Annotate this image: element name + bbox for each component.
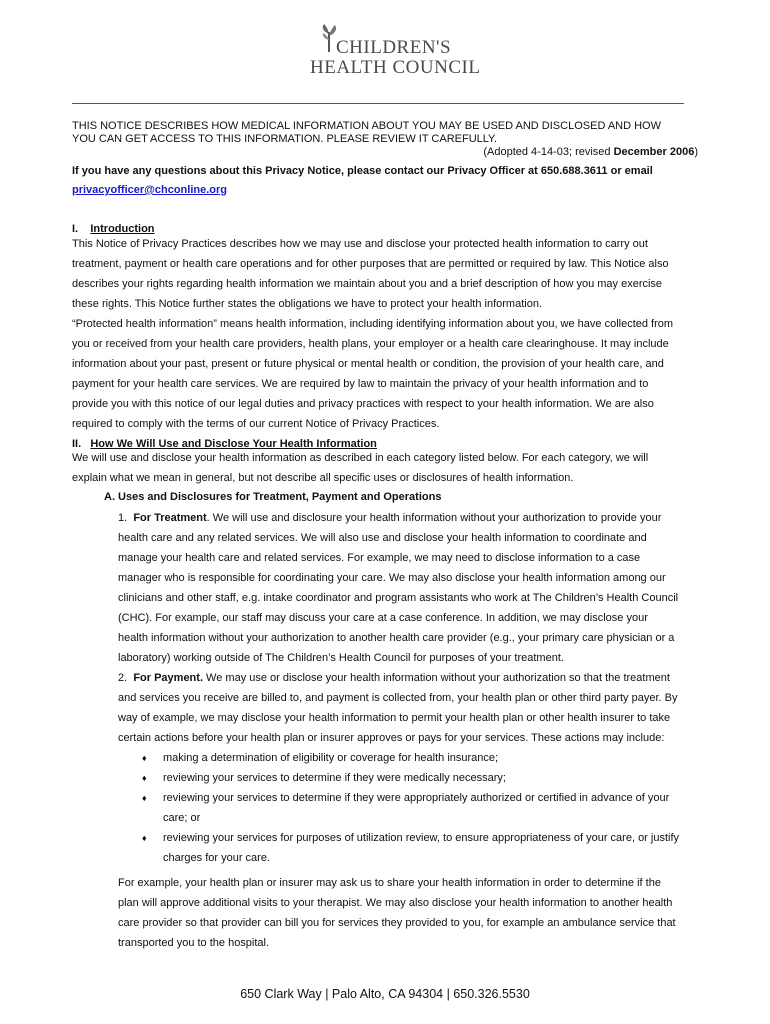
subsection-a-heading: A. Uses and Disclosures for Treatment, Payment and Operations [104,491,442,503]
intro-line-3: describes your rights regarding health information we maintain about you and a brief description of how you may exercise [72,278,663,290]
section2-line-2: explain what we mean in general, but not describe all specific uses or disclosures of health information. [72,472,574,484]
treatment-line-6: health information without your authorization to another health care provider (e.g., your primary care physician or a [118,632,675,644]
chc-logo [306,22,481,80]
bullet-item-3: care; or [163,812,201,824]
adopted-revised: December 2006 [613,146,695,158]
notice-line-2: YOU CAN GET ACCESS TO THIS INFORMATION. PLEASE REVIEW IT CAREFULLY. [72,133,498,145]
closing-line-3: care provider so that provider can bill you for services they provided to you, for example an ambulance service that [118,917,676,929]
privacy-email-link[interactable]: privacyofficer@chconline.org [72,184,227,196]
closing-line-4: transported you to the hospital. [118,937,270,949]
treatment-line-3: manager who is responsible for coordinating your care. We may also disclose your health information among our [118,572,666,584]
closing-line-1: For example, your health plan or insurer may ask us to share your health information in order to determine if the [118,877,661,889]
bullet-item-1: making a determination of eligibility or coverage for health insurance; [163,752,499,764]
section2-line-1: We will use and disclose your health information as described in each category listed below. For each category, we will [72,452,649,464]
intro-line-1: This Notice of Privacy Practices describes how we may use and disclose your protected health information to carry out [72,238,648,250]
treatment-first-line [118,511,661,525]
header-divider [72,103,684,104]
bullet-item-4: reviewing your services for purposes of utilization review, to ensure appropriateness of your care, or justify [163,832,680,844]
section2-heading [72,437,377,451]
section1-heading [72,222,155,236]
treatment-line-1: health care and any related services. We will also use and disclose your health information to coordinate and [118,532,647,544]
bullet-item-3: reviewing your services to determine if they were appropriately authorized or certified in advance of your [163,792,670,804]
payment-line-3: certain actions before your health plan or insurer approves or pays for your services. These actions may include: [118,732,665,744]
treatment-number: 1. [118,512,128,524]
adopted-suffix: ) [694,146,698,158]
intro-line-9: provide you with this notice of our legal duties and privacy practices with respect to your health information. We are also [72,398,654,410]
diamond-bullet-icon: ♦ [142,773,147,783]
notice-line-1: THIS NOTICE DESCRIBES HOW MEDICAL INFORMATION ABOUT YOU MAY BE USED AND DISCLOSED AND HOW [72,120,661,132]
treatment-line-4: clinicians and other staff, e.g. intake coordinator and program assistants who work at The Children’s Health Council [118,592,679,604]
treatment-line-2: manage your health care and related services. For example, we may need to disclose information to a case [118,552,641,564]
payment-line-2: way of example, we may disclose your health information to permit your health plan or other health insurer to take [118,712,671,724]
payment-line-1: and services you receive are billed to, and payment is collected from, your health plan or other third party payer. By [118,692,678,704]
payment-title: For Payment. [133,672,203,684]
treatment-title: For Treatment [133,512,207,524]
intro-line-4: these rights. This Notice further states the obligations we have to protect your health information. [72,298,542,310]
diamond-bullet-icon: ♦ [142,753,147,763]
intro-line-10: required to comply with the terms of our current Notice of Privacy Practices. [72,418,440,430]
footer-address: 650 Clark Way | Palo Alto, CA 94304 | 650.326.5530 [240,987,530,1001]
bullet-item-2: reviewing your services to determine if they were medically necessary; [163,772,506,784]
closing-line-2: plan will approve additional visits to your therapist. We may also disclose your health information to another health [118,897,673,909]
section1-number: I. [72,223,79,235]
intro-line-5: “Protected health information” means health information, including identifying information about you, we have collected from [72,318,674,330]
intro-line-2: treatment, payment or health care operations and for other purposes that are permitted or required by law. This Notice also [72,258,669,270]
intro-line-8: payment for your health care services. We are required by law to maintain the privacy of your health information and to [72,378,649,390]
diamond-bullet-icon: ♦ [142,793,147,803]
section2-number: II. [72,438,82,450]
section1-title: Introduction [90,223,155,235]
logo-line2: HEALTH COUNCIL [310,57,481,78]
intro-line-6: you or received from your health care providers, health plans, your employer or a health care clearinghouse. It may include [72,338,669,350]
logo-line1: CHILDREN'S [336,37,452,58]
treatment-line-5: (CHC). For example, our staff may discuss your care at a case conference. In addition, we may disclose your [118,612,648,624]
contact-line: If you have any questions about this Privacy Notice, please contact our Privacy Officer at 650.688.3611 or email [72,165,653,177]
email-line [72,183,227,197]
section2-title: How We Will Use and Disclose Your Health Information [90,438,377,450]
bullet-item-4: charges for your care. [163,852,270,864]
treatment-first-text: . We will use and disclosure your health information without your authorization to provide your [206,512,662,524]
diamond-bullet-icon: ♦ [142,833,147,843]
payment-first-text: We may use or disclose your health information without your authorization so that the treatment [203,672,670,684]
payment-first-line [118,671,670,685]
adopted-prefix: (Adopted 4-14-03; revised [483,146,614,158]
payment-number: 2. [118,672,128,684]
adopted-line [483,145,698,159]
treatment-line-7: laboratory) working outside of The Children’s Health Council for purposes of your treatment. [118,652,564,664]
intro-line-7: information about your past, present or future physical or mental health or condition, the provision of your health care, and [72,358,664,370]
